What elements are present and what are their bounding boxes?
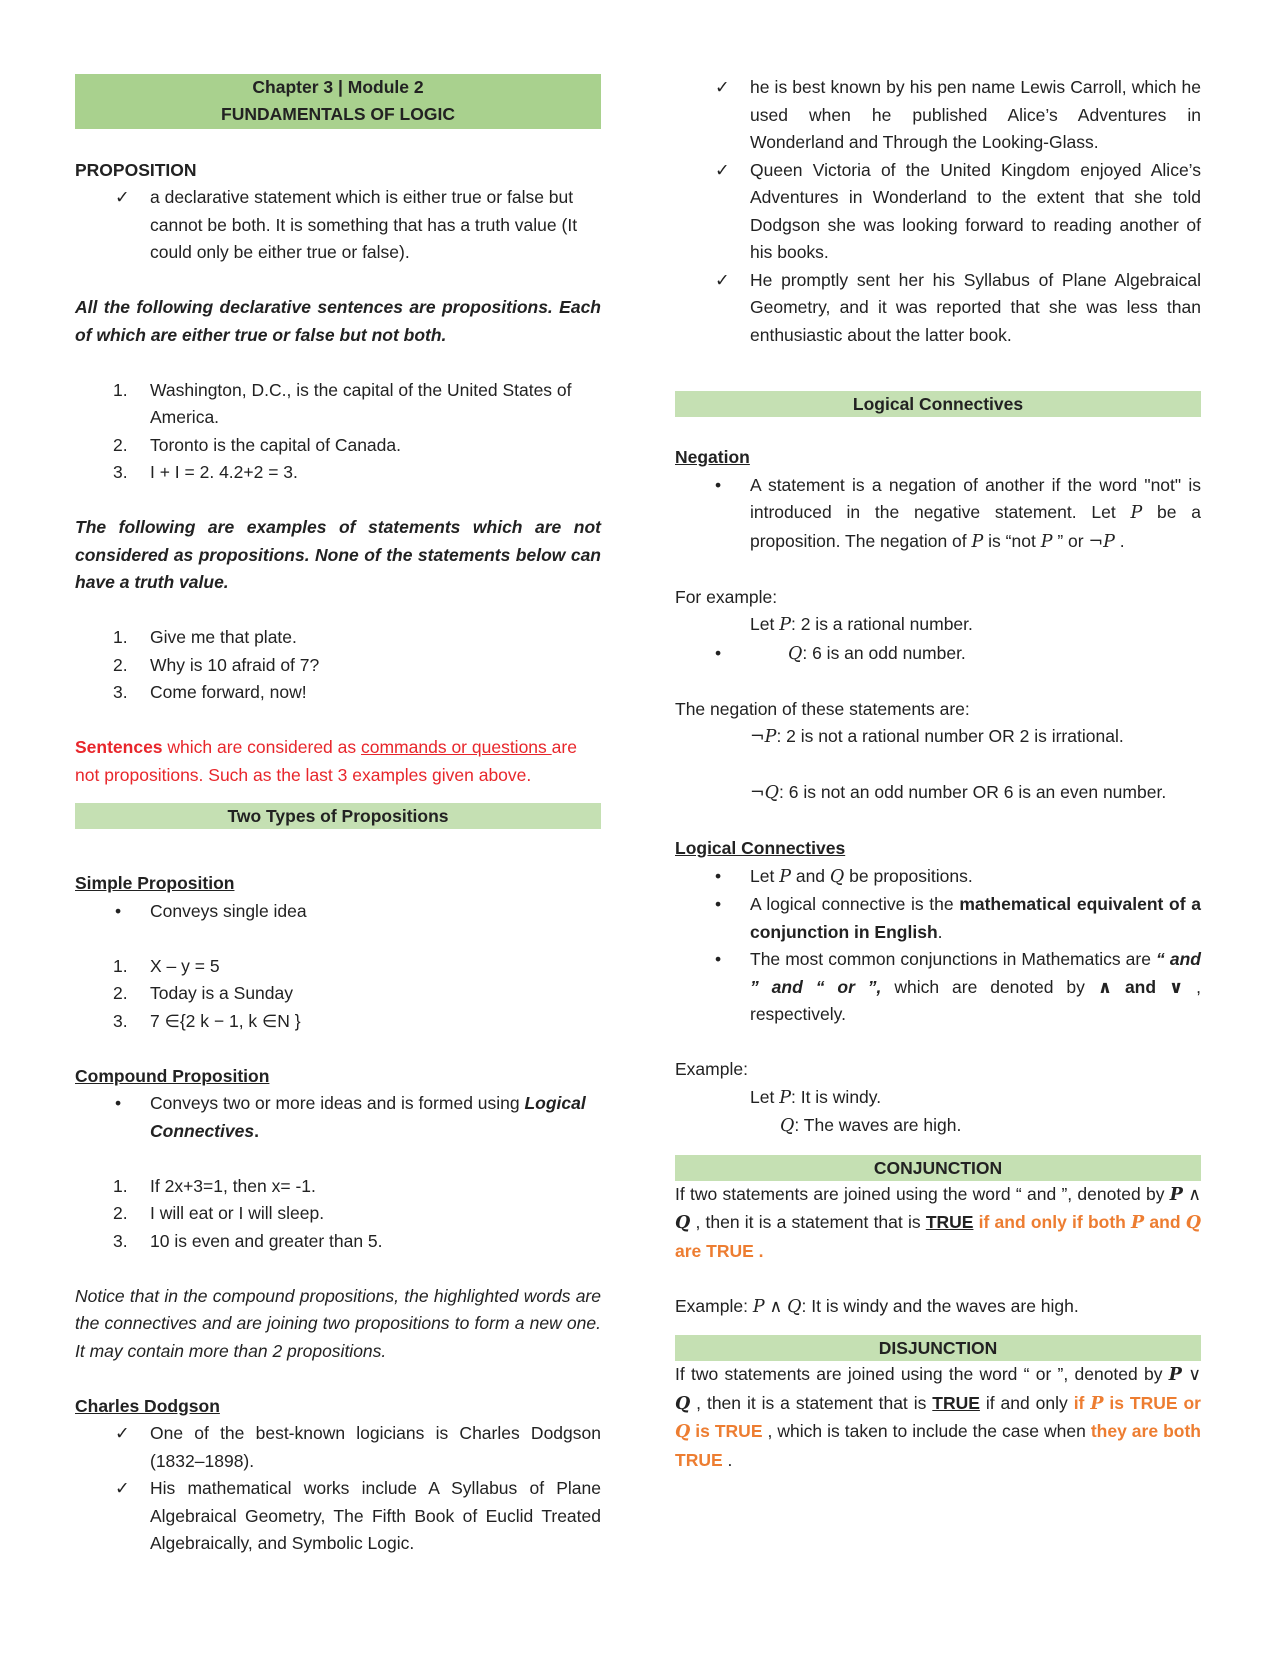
bullet-icon: •	[715, 642, 722, 663]
dodgson-item: ✓ One of the best-known logicians is Charles Dodgson (1832–1898).	[75, 1420, 601, 1475]
proposition-examples	[75, 377, 601, 487]
dodgson-item: ✓ Queen Victoria of the United Kingdom enjoyed Alice’s Adventures in Wonderland to the extent that she told Dodgson she was looking forward to reading another of his books.	[675, 157, 1201, 267]
list-item: 3. Come forward, now!	[113, 682, 307, 702]
bullet-icon: •	[715, 474, 722, 495]
list-item: 1. Give me that plate.	[113, 627, 297, 647]
proposition-heading: PROPOSITION	[75, 159, 197, 180]
dodgson-item: ✓ He promptly sent her his Syllabus of Plane Algebraical Geometry, and it was reported that she was less than enthusiastic about the latter book.	[675, 267, 1201, 350]
disjunction-banner: DISJUNCTION	[675, 1335, 1201, 1361]
check-icon: ✓	[115, 1478, 130, 1498]
check-icon: ✓	[715, 269, 730, 290]
compound-heading: Compound Proposition	[75, 1065, 270, 1086]
negation-heading: Negation	[675, 447, 750, 467]
not-p-definition: ¬P: 2 is not a rational number OR 2 is irrational.	[750, 726, 1124, 747]
simple-examples	[75, 953, 601, 1036]
check-icon: ✓	[115, 187, 130, 207]
simple-heading: Simple Proposition	[75, 873, 235, 893]
types-banner: Two Types of Propositions	[75, 803, 601, 829]
list-item: 3. 10 is even and greater than 5.	[113, 1230, 383, 1251]
list-item: 1. If 2x+3=1, then x= -1.	[113, 1175, 316, 1196]
compound-examples	[75, 1173, 601, 1256]
nonprop-intro: The following are examples of statements which are not considered as propositions. None of the statements below can have a truth value.	[75, 517, 601, 592]
bullet-icon: •	[115, 1093, 122, 1113]
bullet-icon: •	[715, 949, 722, 969]
simple-bullet: • Conveys single idea	[75, 898, 601, 926]
module-title: FUNDAMENTALS OF LOGIC	[221, 104, 455, 124]
conjunction-example: Example: P ∧ Q: It is windy and the waves are high.	[675, 1295, 1079, 1317]
dodgson-heading: Charles Dodgson	[75, 1395, 220, 1416]
nonproposition-examples	[75, 624, 601, 707]
commands-note: Sentences which are considered as commands or questions are not propositions. Such as the last 3 examples given above.	[75, 737, 577, 785]
notice-text: Notice that in the compound propositions, the highlighted words are the connectives and are joining two propositions to form a new one. It may contain more than 2 propositions.	[75, 1285, 601, 1361]
chapter-banner	[75, 74, 601, 129]
list-item: 1. X – y = 5	[113, 955, 220, 976]
list-item: 1. Washington, D.C., is the capital of the United States of America.	[113, 379, 572, 427]
bullet-icon: •	[715, 865, 722, 886]
bullet-icon: •	[115, 900, 122, 921]
example-q: Q: The waves are high.	[780, 1115, 962, 1136]
list-item: 2. Today is a Sunday	[113, 983, 294, 1003]
q-definition: • Q: 6 is an odd number.	[675, 640, 1201, 669]
conjunction-banner: CONJUNCTION	[675, 1155, 1201, 1181]
dodgson-item: ✓ he is best known by his pen name Lewis Carroll, which he used when he published Alice’s Adventures in Wonderland and Through the Looking-Glass.	[675, 74, 1201, 157]
p-definition: Let P: 2 is a rational number.	[750, 614, 973, 635]
check-icon: ✓	[715, 77, 730, 97]
lc-bullet-1: • Let P and Q be propositions.	[675, 863, 1201, 892]
example-p: Let P: It is windy.	[750, 1086, 882, 1108]
list-item: 3. 7 ∈{2 k − 1, k ∈N }	[113, 1010, 301, 1031]
negation-bullet: • A statement is a negation of another if the word "not" is introduced in the negative statement. Let P be a proposition. The negation of P is “not P ” or ¬P .	[675, 472, 1201, 557]
list-item: 2. Toronto is the capital of Canada.	[113, 434, 401, 455]
lc-bullet-3: • The most common conjunctions in Mathematics are “ and ” and “ or ”, which are denoted by ∧ and ∨ , respectively.	[675, 946, 1201, 1029]
left-column	[75, 74, 601, 1558]
negation-intro: The negation of these statements are:	[675, 698, 970, 719]
lc-bullet-2: • A logical connective is the mathematical equivalent of a conjunction in English.	[675, 891, 1201, 946]
declarative-intro: All the following declarative sentences are propositions. Each of which are either true or false but not both.	[75, 297, 601, 345]
list-item: 2. Why is 10 afraid of 7?	[113, 654, 320, 675]
connectives-banner: Logical Connectives	[675, 391, 1201, 417]
proposition-definition: ✓ a declarative statement which is either true or false but cannot be both. It is something that has a truth value (It could only be either true or false).	[75, 184, 601, 267]
disjunction-text: If two statements are joined using the word “ or ”, denoted by P ∨ Q , then it is a statement that is TRUE if and only if P is TRUE or Q is TRUE , which is taken to include the case when they are both TRUE .	[675, 1364, 1201, 1470]
for-example-label: For example:	[675, 586, 778, 607]
conjunction-text: If two statements are joined using the word “ and ”, denoted by P ∧ Q , then it is a statement that is TRUE if and only if both P and Q are TRUE .	[675, 1183, 1201, 1261]
dodgson-item: ✓ His mathematical works include A Syllabus of Plane Algebraical Geometry, The Fifth Book of Euclid Treated Algebraically, and Symbolic Logic.	[75, 1475, 601, 1558]
list-item: 3. I + I = 2. 4.2+2 = 3.	[113, 462, 298, 482]
check-icon: ✓	[715, 159, 730, 180]
right-column	[675, 74, 1201, 1474]
not-q-definition: ¬Q: 6 is not an odd number OR 6 is an even number.	[750, 782, 1167, 803]
lc-heading: Logical Connectives	[675, 838, 846, 858]
compound-bullet: • Conveys two or more ideas and is formed using Logical Connectives.	[75, 1090, 601, 1145]
chapter-title: Chapter 3 | Module 2	[252, 77, 424, 97]
bullet-icon: •	[715, 894, 722, 914]
check-icon: ✓	[115, 1423, 130, 1443]
list-item: 2. I will eat or I will sleep.	[113, 1203, 325, 1223]
example-label: Example:	[675, 1059, 748, 1079]
